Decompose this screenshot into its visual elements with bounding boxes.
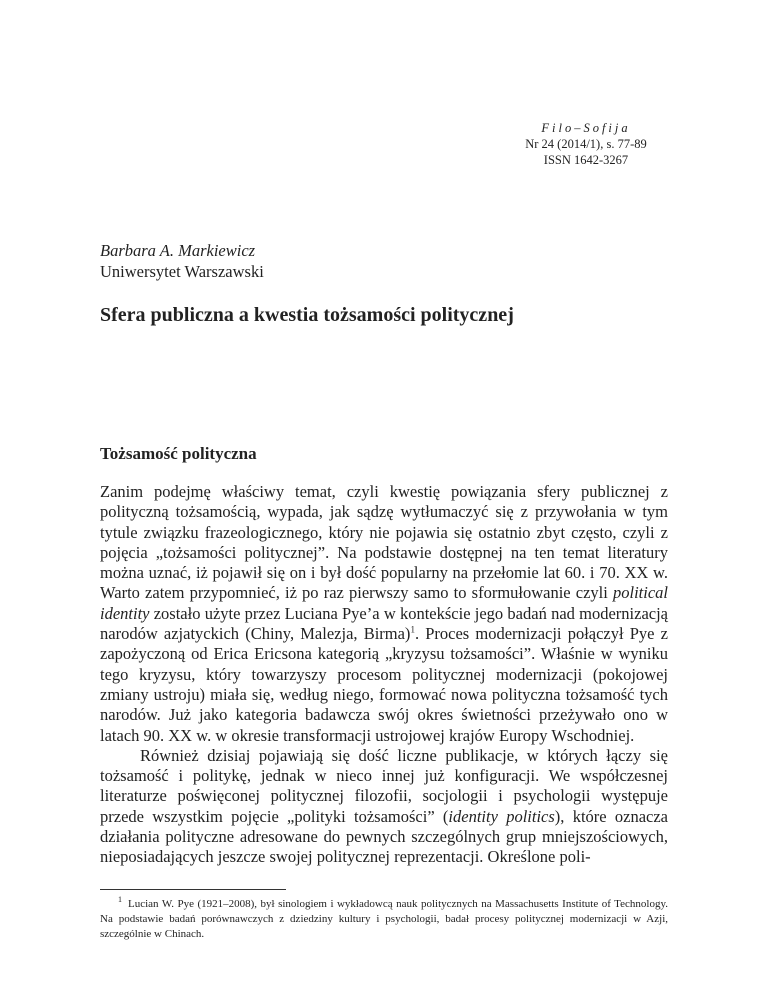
footnote: 1 Lucian W. Pye (1921–2008), był sinologiem i wykładowcą nauk politycznych na Massachusetts Institute of Technology. Na podstawie badań porównawczych z dziedziny kultury i psychologii, badał procesy politycznej modernizacji w Azji, szczególnie w Chinach. bbox=[100, 895, 668, 940]
section-heading: Tożsamość polityczna bbox=[100, 444, 257, 463]
journal-issue: Nr 24 (2014/1), s. 77-89 bbox=[525, 137, 647, 151]
paragraph bbox=[100, 482, 668, 746]
footnote-text: Lucian W. Pye (1921–2008), był sinologiem i wykładowcą nauk politycznych na Massachusetts Institute of Technology. Na podstawie badań porównawczych z dziedziny kultury i psychologii, badał procesy politycznej modernizacji w Azji, szczególnie w Chinach. bbox=[100, 898, 668, 940]
text-run: Również dzisiaj pojawiają się dość liczne publikacje, w których łączy się tożsamość i politykę, jednak w nieco innej już konfiguracji. We współczesnej literaturze poświęconej politycznej filozofii, socjologii i psychologii występuje przede wszystkim pojęcie „polityki tożsamości” ( bbox=[100, 745, 668, 826]
text-run: zostało użyte przez Luciana Pye’a w kontekście jego badań nad modernizacją narodów azjatyckich (Chiny, Malezja, Birma) bbox=[100, 603, 668, 644]
journal-name: Filo–Sofija bbox=[541, 121, 631, 135]
article-title: Sfera publiczna a kwestia tożsamości politycznej bbox=[100, 304, 514, 326]
article-body bbox=[100, 482, 668, 868]
text-run: ), które oznacza działania polityczne adresowane do pewnych szczególnych grup mniejszościowych, nieposiadających jeszcze swojej politycznej reprezentacji. Określone poli- bbox=[100, 806, 668, 867]
italic-term: political identity bbox=[100, 583, 668, 623]
journal-header bbox=[506, 120, 666, 168]
author-name: Barbara A. Markiewicz bbox=[100, 241, 256, 260]
journal-issn: ISSN 1642-3267 bbox=[543, 153, 629, 167]
italic-term: identity politics bbox=[448, 806, 555, 826]
text-run: Zanim podejmę właściwy temat, czyli kwestię powiązania sfery publicznej z polityczną tożsamością, wypada, jak sądzę wytłumaczyć się z przywołania w tym tytule związku frazeologicznego, który nie pojawia się ostatnio zbyt często, czyli z pojęcia „tożsamości politycznej”. Na podstawie dostępnej na ten temat literatury można uznać, iż pojawił się on i był dość popularny na przełomie lat 60. i 70. XX w. Warto zatem przypomnieć, iż po raz pierwszy samo to sformułowanie czyli bbox=[100, 482, 668, 603]
author-block bbox=[100, 240, 264, 282]
footnote-divider bbox=[100, 889, 286, 890]
footnote-ref[interactable]: 1 bbox=[410, 624, 415, 635]
text-run: . Proces modernizacji połączył Pye z zapożyczoną od Erica Ericsona kategorią „kryzysu tożsamości”. Właśnie w wyniku tego kryzysu, który towarzyszy procesom politycznej modernizacji (pokojowej zmiany ustroju) miała się, według niego, formować nowa polityczna tożsamość tych narodów. Już jako kategoria badawcza swój okres świetności przeżywało ono w latach 90. XX w. w okresie transformacji ustrojowej krajów Europy Wschodniej. bbox=[100, 624, 668, 745]
author-affiliation: Uniwersytet Warszawski bbox=[100, 262, 264, 281]
paragraph bbox=[100, 746, 668, 868]
